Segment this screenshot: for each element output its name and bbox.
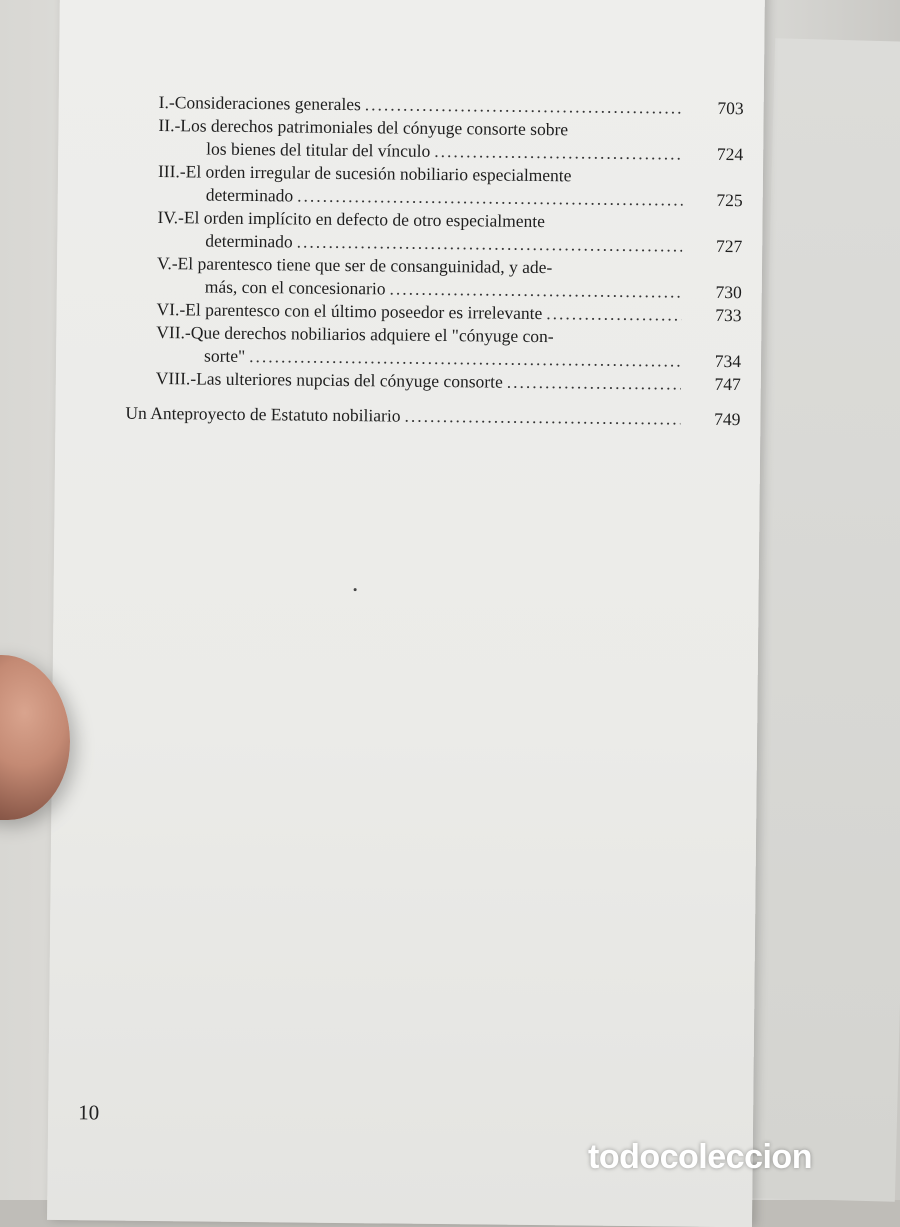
toc-page-number: 733 <box>715 304 742 326</box>
watermark-logo: todocoleccion <box>588 1138 812 1176</box>
dot-leader <box>389 277 681 303</box>
toc-entry <box>127 252 742 304</box>
dot-leader <box>507 371 681 396</box>
toc-page-number: 703 <box>717 97 744 119</box>
toc-page-number: 730 <box>715 281 742 303</box>
toc-entry <box>128 160 743 212</box>
toc-page-number: 747 <box>714 373 741 395</box>
toc-entry-text: IV.-El orden implícito en defecto de otro especialmente <box>157 207 546 232</box>
toc-page-number: 724 <box>716 143 744 165</box>
dot-leader <box>546 302 681 326</box>
toc-entry-text: VI.-El parentesco con el último poseedor es irrelevante <box>156 299 543 324</box>
toc-entry <box>127 206 742 258</box>
page-number: 10 <box>78 1100 100 1125</box>
toc-entry-text: V.-El parentesco tiene que ser de consanguinidad, y ade- <box>156 253 553 278</box>
dot-leader <box>365 93 684 119</box>
toc-page-number: 727 <box>715 235 743 257</box>
toc-entry-text: VII.-Que derechos nobiliarios adquiere el "cónyuge con- <box>156 322 554 347</box>
toc-entry-text: III.-El orden irregular de sucesión nobiliario especialmente <box>157 161 572 186</box>
toc-page-number: 749 <box>714 408 741 430</box>
toc-entry-text: VIII.-Las ulteriores nupcias del cónyuge consorte <box>155 368 503 392</box>
toc-entry <box>128 114 743 166</box>
dot-leader <box>404 405 680 431</box>
toc-entry-text: más, con el concesionario <box>204 276 386 299</box>
toc-entry <box>126 321 741 373</box>
toc-entry-text: determinado <box>205 184 294 206</box>
toc-entry-text: Un Anteproyecto de Estatuto nobiliario <box>125 402 401 426</box>
toc-entry-text: determinado <box>205 230 293 252</box>
toc-page-number: 725 <box>716 189 743 211</box>
toc-entry-text: los bienes del titular del vínculo <box>206 138 431 161</box>
toc-entry-text: II.-Los derechos patrimoniales del cónyuge consorte sobre <box>158 115 569 140</box>
toc-entry-text: I.-Consideraciones generales <box>158 92 361 115</box>
toc-page-number: 734 <box>714 350 742 372</box>
book-page <box>47 0 765 1227</box>
toc-entry-text: sorte" <box>203 345 246 366</box>
dot-leader <box>434 140 683 166</box>
table-of-contents <box>125 91 743 431</box>
ink-speck <box>354 588 357 591</box>
